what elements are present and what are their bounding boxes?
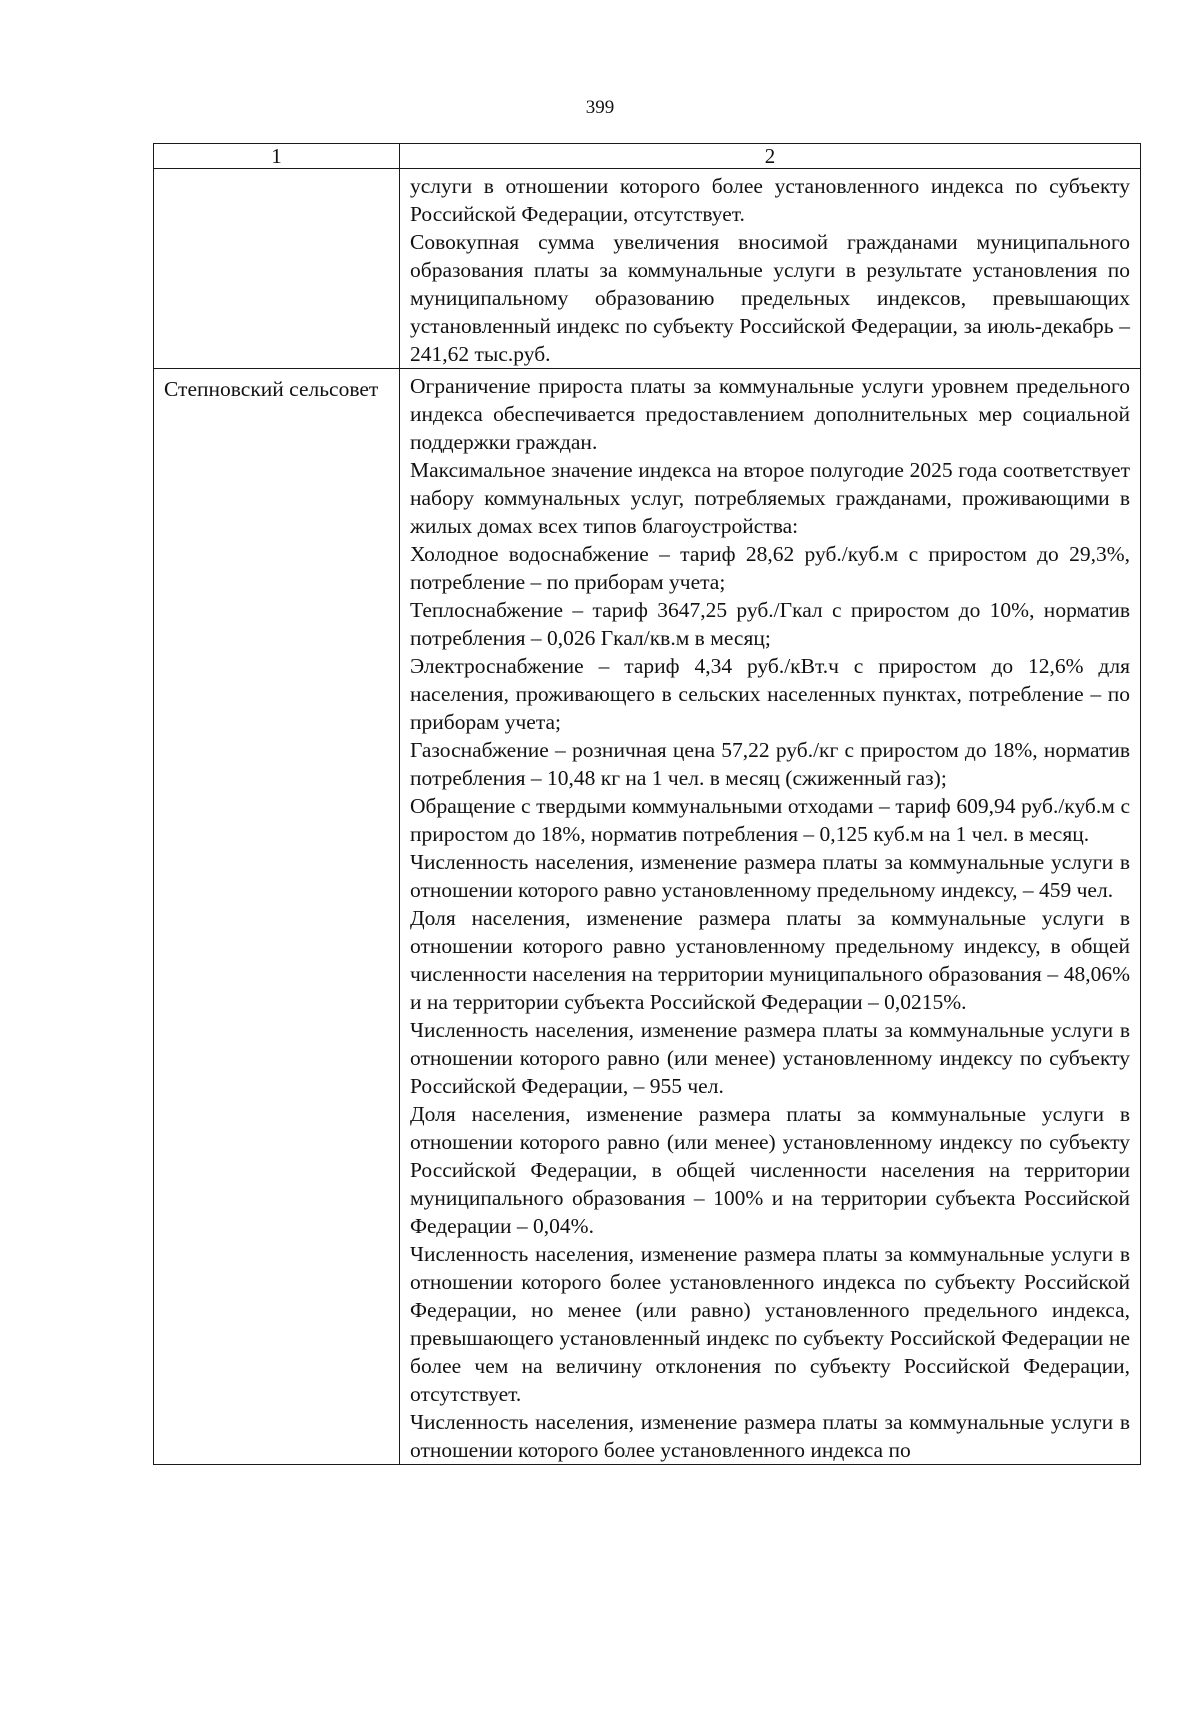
paragraph: Холодное водоснабжение – тариф 28,62 руб./куб.м с приростом до 29,3%, потребление – по приборам учета; (410, 542, 1130, 594)
paragraph: Численность населения, изменение размера платы за коммунальные услуги в отношении которого более установленного индекса по субъекту Российской Федерации, но менее (или равно) установленного предельного индекса, превышающего установленный индекс по субъекту Российской Федерации не более чем на величину отклонения по субъекту Российской Федерации, отсутствует. (410, 1242, 1130, 1406)
paragraph: услуги в отношении которого более установленного индекса по субъекту Российской Федерации, отсутствует. (410, 174, 1130, 226)
paragraph: Численность населения, изменение размера платы за коммунальные услуги в отношении которого более установленного индекса по (410, 1410, 1130, 1462)
table-row-stepnovsky (154, 369, 1141, 1465)
paragraph: Численность населения, изменение размера платы за коммунальные услуги в отношении которого равно установленному предельному индексу, – 459 чел. (410, 850, 1130, 902)
paragraph: Численность населения, изменение размера платы за коммунальные услуги в отношении которого равно (или менее) установленному индексу по субъекту Российской Федерации, – 955 чел. (410, 1018, 1130, 1098)
municipality-description (400, 369, 1141, 1465)
table-header-row (154, 144, 1141, 169)
paragraph: Газоснабжение – розничная цена 57,22 руб./кг с приростом до 18%, норматив потребления – 10,48 кг на 1 чел. в месяц (сжиженный газ); (410, 738, 1130, 790)
paragraph: Доля населения, изменение размера платы за коммунальные услуги в отношении которого равно (или менее) установленному индексу по субъекту Российской Федерации, в общей численности населения на территории муниципального образования – 100% и на территории субъекта Российской Федерации – 0,04%. (410, 1102, 1130, 1238)
document-table (153, 143, 1141, 1465)
paragraph: Ограничение прироста платы за коммунальные услуги уровнем предельного индекса обеспечивается предоставлением дополнительных мер социальной поддержки граждан. (410, 374, 1130, 454)
column-header-2: 2 (400, 144, 1141, 169)
table-row-continuation (154, 169, 1141, 369)
paragraph: Электроснабжение – тариф 4,34 руб./кВт.ч с приростом до 12,6% для населения, проживающего в сельских населенных пунктах, потребление – по приборам учета; (410, 654, 1130, 734)
continuation-name-cell (154, 169, 400, 369)
paragraph: Доля населения, изменение размера платы за коммунальные услуги в отношении которого равно установленному предельному индексу, в общей численности населения на территории муниципального образования – 48,06% и на территории субъекта Российской Федерации – 0,0215%. (410, 906, 1130, 1014)
paragraph: Теплоснабжение – тариф 3647,25 руб./Гкал с приростом до 10%, норматив потребления – 0,026 Гкал/кв.м в месяц; (410, 598, 1130, 650)
paragraph: Максимальное значение индекса на второе полугодие 2025 года соответствует набору коммунальных услуг, потребляемых гражданами, проживающими в жилых домах всех типов благоустройства: (410, 458, 1130, 538)
continuation-text-cell (400, 169, 1141, 369)
paragraph: Обращение с твердыми коммунальными отходами – тариф 609,94 руб./куб.м с приростом до 18%, норматив потребления – 0,125 куб.м на 1 чел. в месяц. (410, 794, 1130, 846)
municipality-name: Степновский сельсовет (154, 369, 400, 1465)
page-number: 399 (585, 97, 615, 118)
column-header-1: 1 (154, 144, 400, 169)
paragraph: Совокупная сумма увеличения вносимой гражданами муниципального образования платы за коммунальные услуги в результате установления по муниципальному образованию предельных индексов, превышающих установленный индекс по субъекту Российской Федерации, за июль-декабрь – 241,62 тыс.руб. (410, 230, 1130, 366)
